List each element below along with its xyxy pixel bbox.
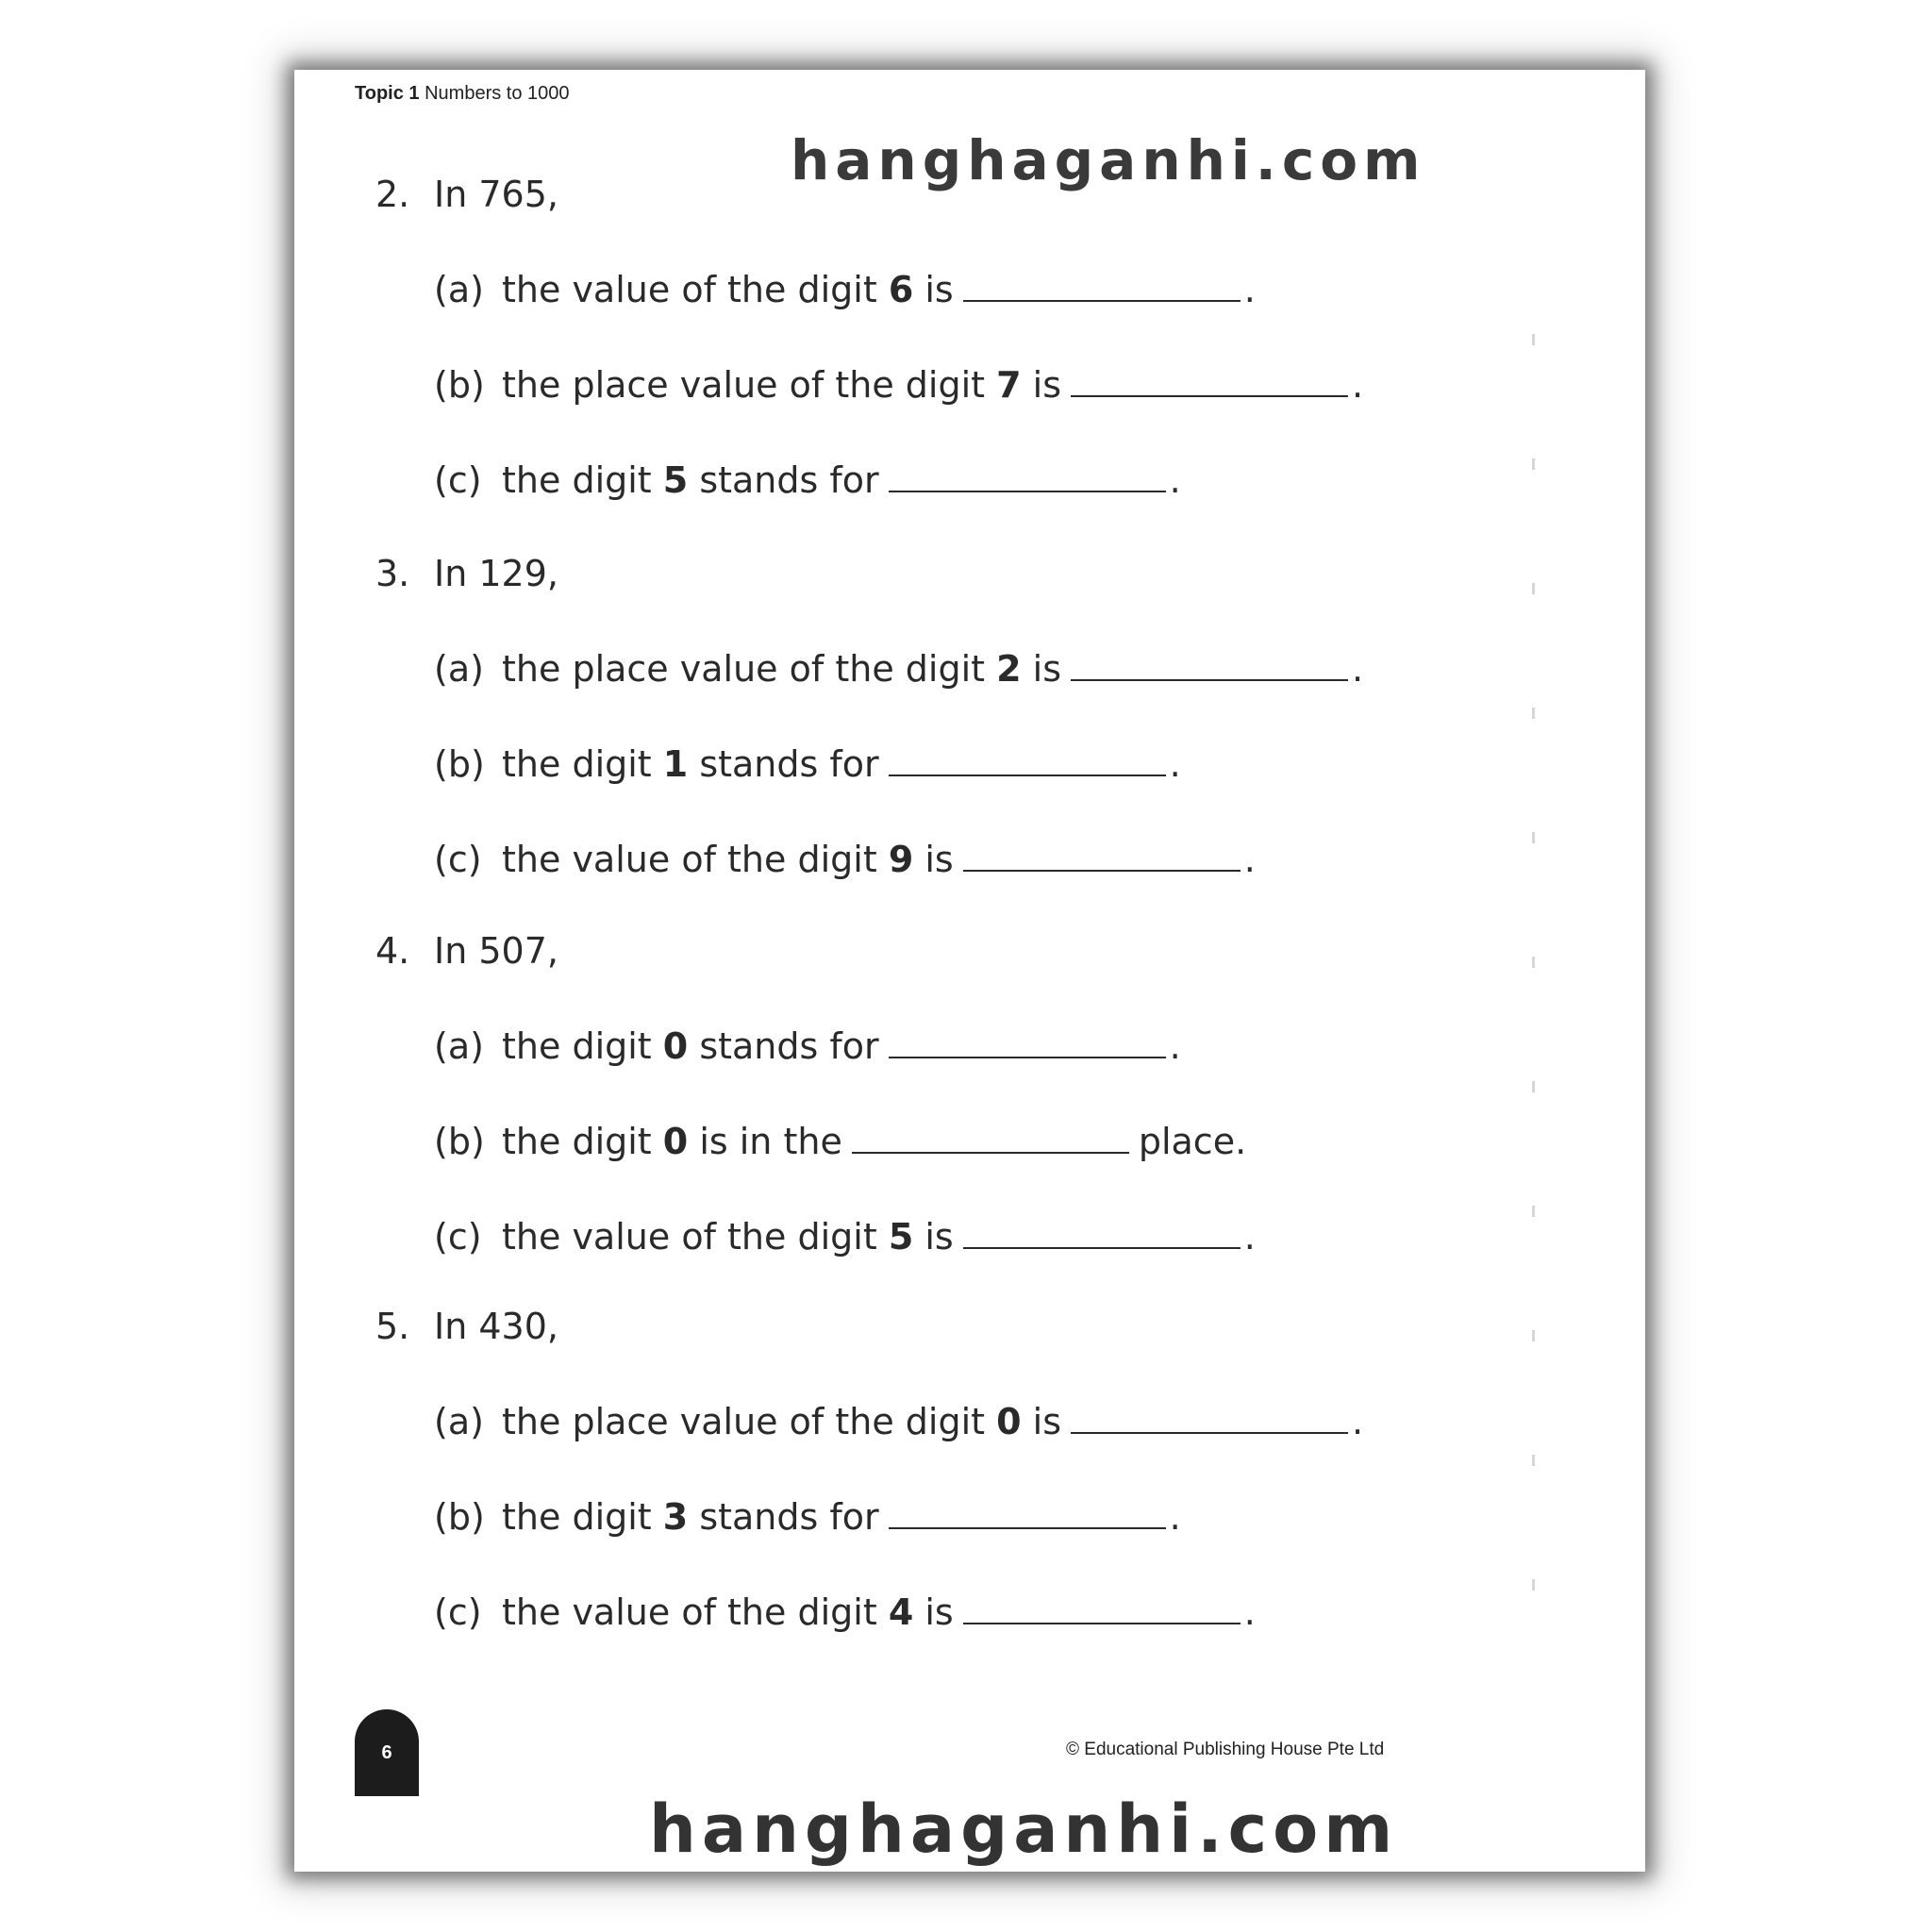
question-stem: In 430, — [434, 1306, 558, 1347]
question-3-part-2 — [434, 839, 1256, 880]
part-text-after: is — [913, 269, 954, 310]
part-text-before: the place value of the digit — [502, 1401, 997, 1442]
question-number: 4. — [375, 930, 410, 972]
question-2-part-1 — [434, 364, 1363, 406]
part-text-before: the place value of the digit — [502, 648, 997, 690]
part-ending: . — [1243, 1216, 1256, 1257]
answer-blank[interactable] — [963, 270, 1241, 302]
highlighted-digit: 3 — [662, 1496, 689, 1538]
page-number-tab — [355, 1709, 419, 1796]
question-2-part-2 — [434, 459, 1181, 501]
question-3-title — [375, 553, 558, 594]
part-text-after: is in the — [688, 1121, 842, 1162]
part-letter: (b) — [434, 364, 485, 406]
part-text-before: the digit — [502, 743, 663, 785]
watermark-bottom: hanghaganhi.com — [649, 1790, 1399, 1868]
question-number: 2. — [375, 174, 410, 215]
answer-blank[interactable] — [1071, 1402, 1348, 1434]
part-ending: . — [1169, 1496, 1181, 1538]
question-4-part-1 — [434, 1121, 1246, 1162]
part-text-before: the value of the digit — [502, 1591, 889, 1633]
highlighted-digit: 4 — [888, 1591, 914, 1633]
question-2-part-0 — [434, 269, 1256, 310]
part-letter: (c) — [434, 1216, 482, 1257]
part-letter: (c) — [434, 1591, 482, 1633]
part-ending: . — [1169, 743, 1181, 785]
highlighted-digit: 7 — [996, 364, 1022, 406]
question-5-part-1 — [434, 1496, 1181, 1538]
part-text-before: the digit — [502, 1121, 663, 1162]
highlighted-digit: 2 — [996, 648, 1022, 690]
part-text-after: stands for — [688, 1496, 879, 1538]
part-text-before: the digit — [502, 459, 663, 501]
part-ending: . — [1243, 1591, 1256, 1633]
question-stem: In 765, — [434, 174, 558, 215]
part-ending: . — [1352, 648, 1364, 690]
question-5-title — [375, 1306, 558, 1347]
part-text-before: the place value of the digit — [502, 364, 997, 406]
part-text-after: is — [1021, 364, 1062, 406]
answer-blank[interactable] — [889, 1026, 1166, 1058]
worksheet-page — [294, 70, 1645, 1872]
part-text-before: the value of the digit — [502, 269, 889, 310]
question-4-part-2 — [434, 1216, 1256, 1257]
part-text-after: is — [913, 1591, 954, 1633]
part-text-after: is — [1021, 648, 1062, 690]
part-ending: place. — [1138, 1121, 1247, 1162]
answer-blank[interactable] — [963, 1592, 1241, 1624]
part-ending: . — [1352, 364, 1364, 406]
part-letter: (b) — [434, 1121, 485, 1162]
part-text-after: stands for — [688, 459, 879, 501]
highlighted-digit: 5 — [888, 1216, 914, 1257]
watermark-top: hanghaganhi.com — [791, 128, 1426, 192]
part-letter: (c) — [434, 459, 482, 501]
question-4-title — [375, 930, 558, 972]
part-text-before: the digit — [502, 1496, 663, 1538]
part-ending: . — [1243, 269, 1256, 310]
part-ending: . — [1352, 1401, 1364, 1442]
question-stem: In 507, — [434, 930, 558, 972]
part-ending: . — [1243, 839, 1256, 880]
highlighted-digit: 9 — [888, 839, 914, 880]
part-letter: (c) — [434, 839, 482, 880]
answer-blank[interactable] — [889, 460, 1166, 492]
part-text-after: stands for — [688, 743, 879, 785]
part-text-before: the value of the digit — [502, 1216, 889, 1257]
part-letter: (b) — [434, 1496, 485, 1538]
question-number: 5. — [375, 1306, 410, 1347]
question-3-part-1 — [434, 743, 1181, 785]
highlighted-digit: 0 — [996, 1401, 1022, 1442]
topic-title: Numbers to 1000 — [425, 83, 570, 104]
highlighted-digit: 5 — [662, 459, 689, 501]
answer-blank[interactable] — [963, 840, 1241, 872]
part-text-before: the digit — [502, 1025, 663, 1067]
part-letter: (a) — [434, 1025, 484, 1067]
answer-blank[interactable] — [963, 1217, 1241, 1249]
highlighted-digit: 0 — [662, 1025, 689, 1067]
answer-blank[interactable] — [889, 744, 1166, 776]
part-text-after: is — [913, 839, 954, 880]
answer-blank[interactable] — [1071, 365, 1348, 397]
highlighted-digit: 6 — [888, 269, 914, 310]
part-text-after: is — [1021, 1401, 1062, 1442]
answer-blank[interactable] — [852, 1122, 1129, 1154]
part-text-before: the value of the digit — [502, 839, 889, 880]
scan-edge-marks — [1532, 221, 1535, 1655]
part-letter: (a) — [434, 1401, 484, 1442]
copyright-notice: © Educational Publishing House Pte Ltd — [1066, 1740, 1385, 1759]
page-header — [355, 83, 570, 105]
part-ending: . — [1169, 459, 1181, 501]
part-letter: (a) — [434, 269, 484, 310]
part-ending: . — [1169, 1025, 1181, 1067]
part-text-after: stands for — [688, 1025, 879, 1067]
question-4-part-0 — [434, 1025, 1181, 1067]
question-5-part-0 — [434, 1401, 1363, 1442]
question-5-part-2 — [434, 1591, 1256, 1633]
question-number: 3. — [375, 553, 410, 594]
answer-blank[interactable] — [889, 1497, 1166, 1529]
page-number: 6 — [381, 1741, 392, 1763]
part-letter: (a) — [434, 648, 484, 690]
highlighted-digit: 1 — [662, 743, 689, 785]
part-letter: (b) — [434, 743, 485, 785]
question-stem: In 129, — [434, 553, 558, 594]
question-2-title — [375, 174, 558, 215]
highlighted-digit: 0 — [662, 1121, 689, 1162]
part-text-after: is — [913, 1216, 954, 1257]
topic-label: Topic 1 — [355, 83, 420, 104]
question-3-part-0 — [434, 648, 1363, 690]
answer-blank[interactable] — [1071, 649, 1348, 681]
